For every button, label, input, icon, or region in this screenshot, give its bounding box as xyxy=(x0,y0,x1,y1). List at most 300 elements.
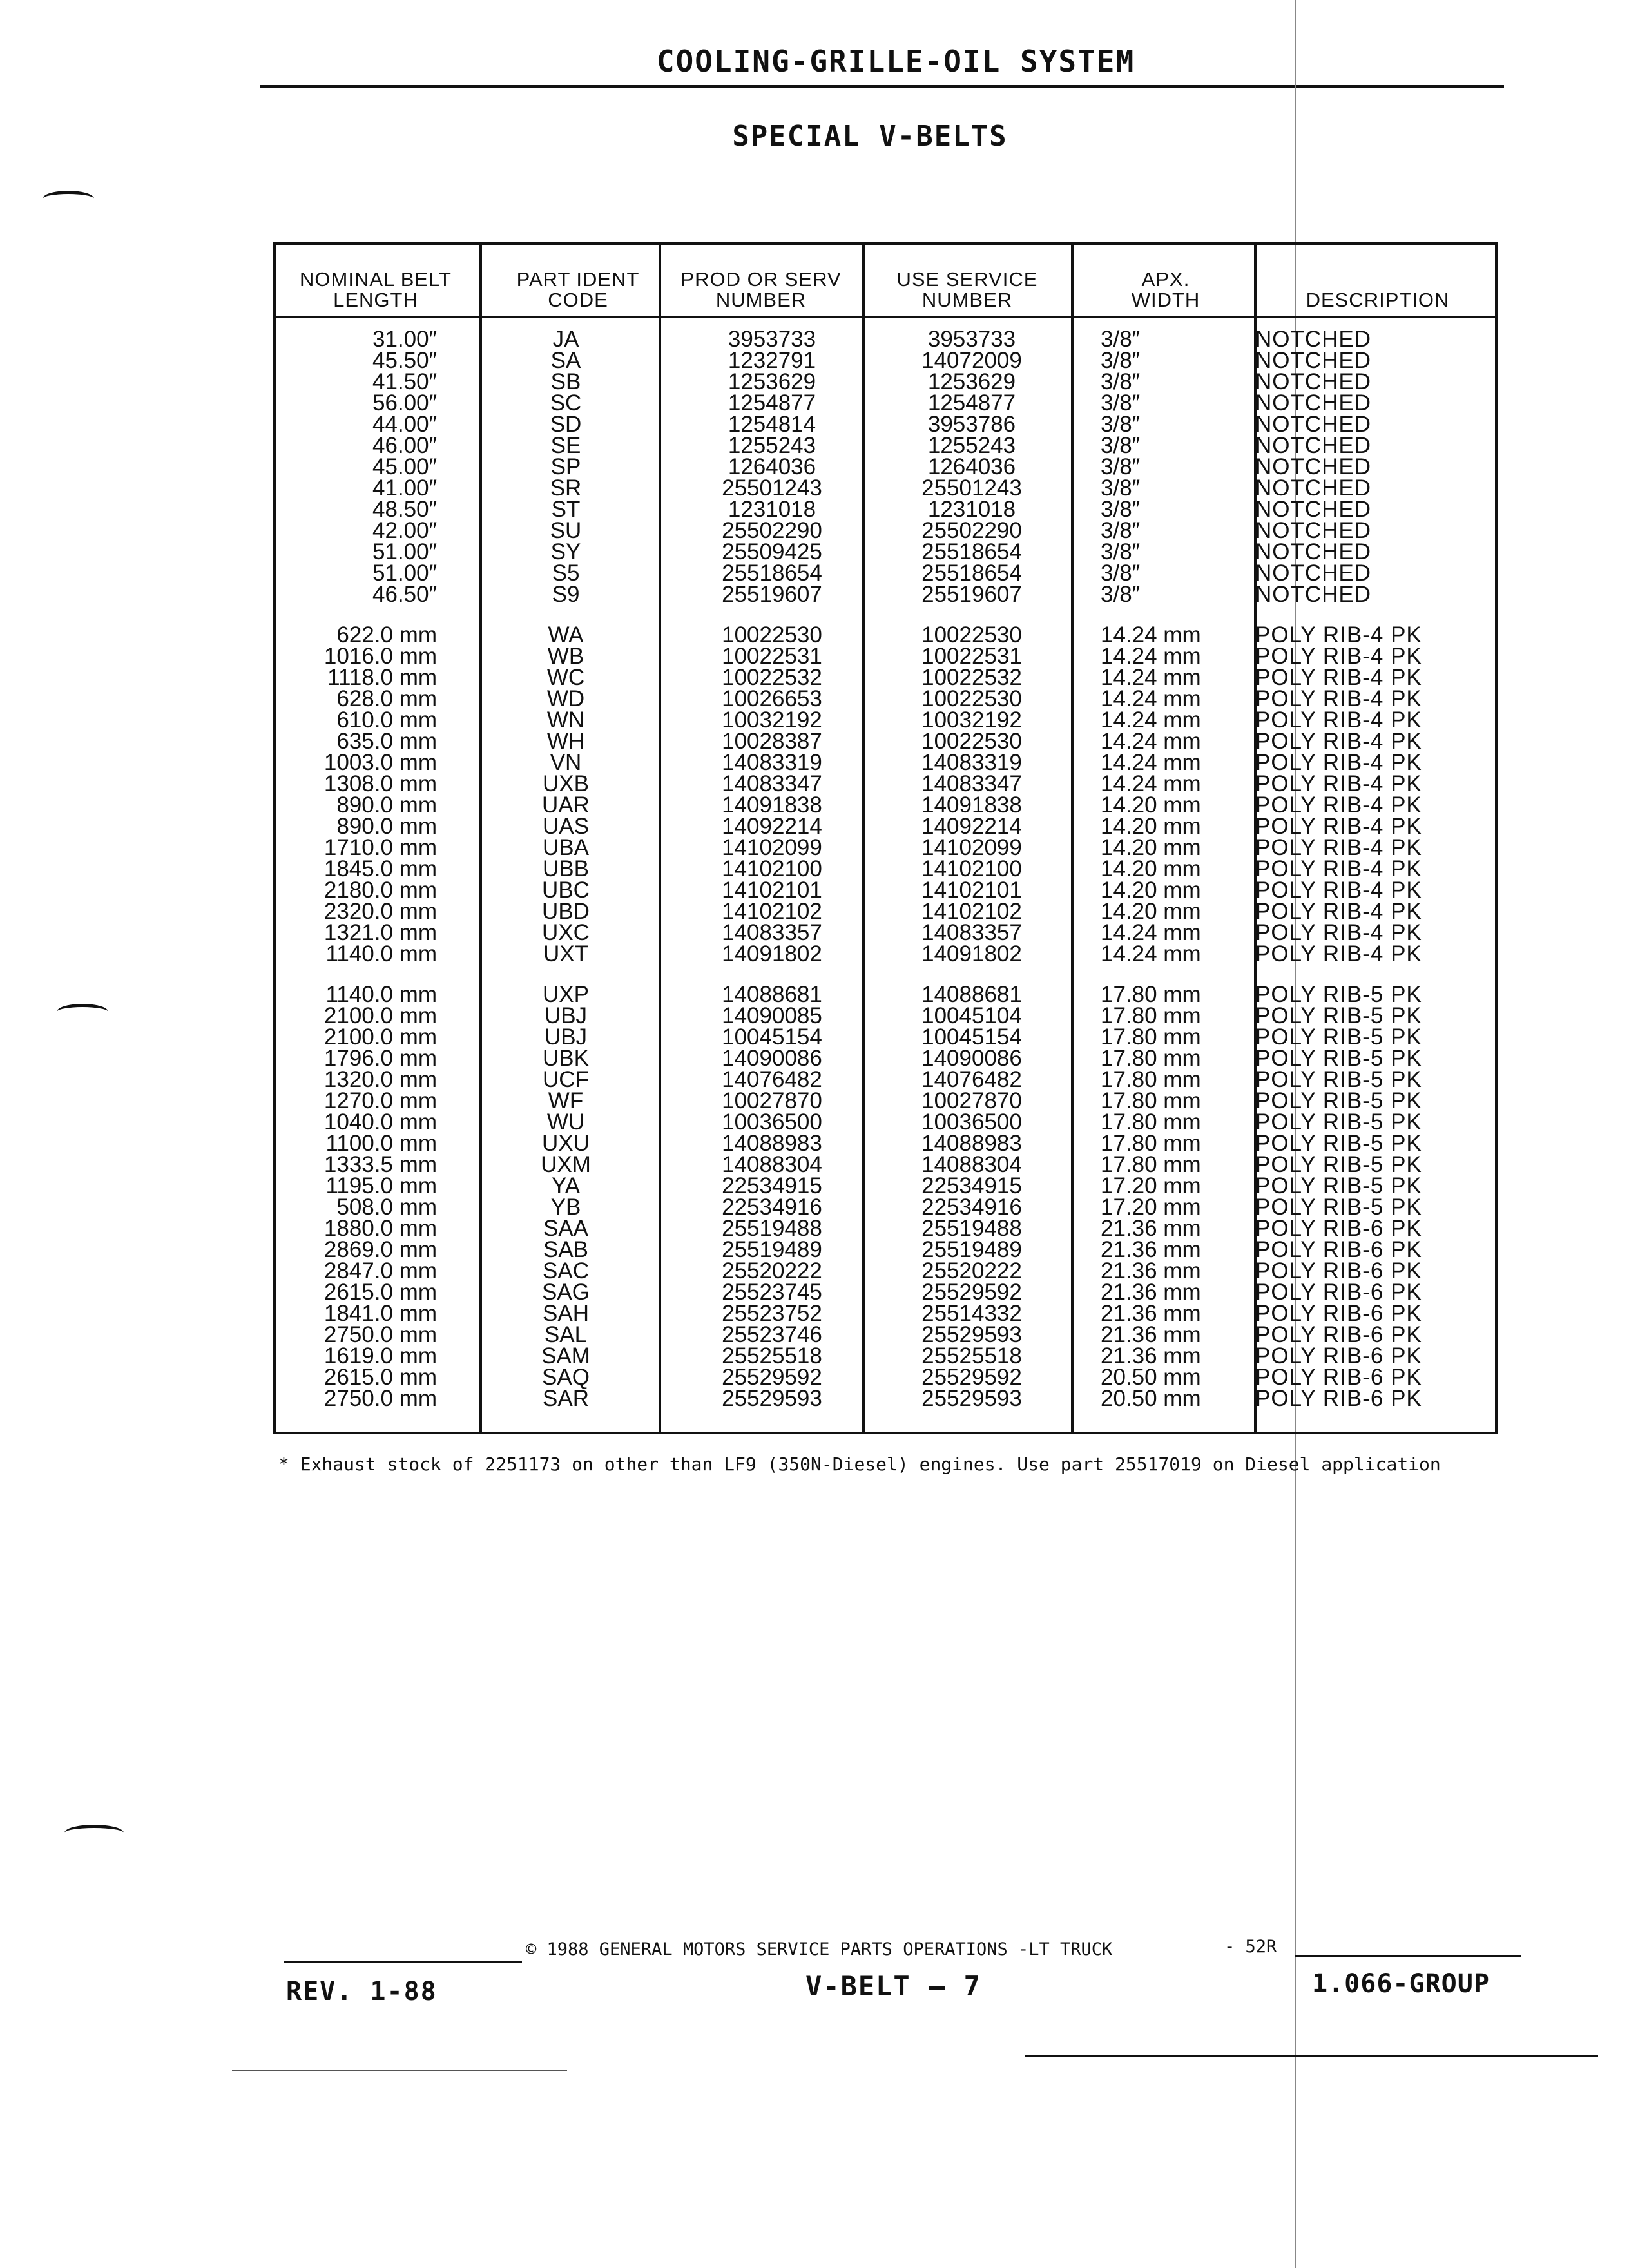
cell-prod-serv-number: 22534915 xyxy=(722,1173,822,1198)
bottom-rule-right xyxy=(1025,2055,1598,2057)
cell-part-ident-code: WA xyxy=(548,622,584,648)
cell-part-ident-code: SC xyxy=(550,390,582,416)
cell-description: POLY RIB-4 PK xyxy=(1255,920,1422,945)
cell-apx-width: 3/8″ xyxy=(1101,518,1141,543)
table-row xyxy=(276,837,1495,858)
table-row xyxy=(276,1048,1495,1069)
cell-description: POLY RIB-6 PK xyxy=(1255,1365,1422,1390)
cell-description: POLY RIB-4 PK xyxy=(1255,814,1422,839)
cell-description: POLY RIB-6 PK xyxy=(1255,1280,1422,1305)
table-row xyxy=(276,646,1495,667)
cell-prod-serv-number: 1254877 xyxy=(728,390,816,416)
group-label: 1.066-GROUP xyxy=(1312,1969,1490,1999)
cell-belt-length: 622.0 mm xyxy=(336,622,437,648)
cell-use-service-number: 25529593 xyxy=(921,1322,1022,1347)
cell-part-ident-code: WF xyxy=(548,1088,584,1113)
cell-apx-width: 14.20 mm xyxy=(1101,835,1201,860)
cell-use-service-number: 14090086 xyxy=(921,1046,1022,1071)
cell-belt-length: 1003.0 mm xyxy=(323,750,437,775)
table-row xyxy=(276,731,1495,752)
table-row xyxy=(276,1218,1495,1239)
cell-belt-length: 46.00″ xyxy=(372,433,437,458)
cell-belt-length: 46.50″ xyxy=(372,582,437,607)
footer-rule-right xyxy=(1295,1955,1521,1957)
footer-rule-left xyxy=(284,1961,522,1963)
cell-belt-length: 45.50″ xyxy=(372,348,437,373)
cell-part-ident-code: VN xyxy=(550,750,582,775)
cell-part-ident-code: SP xyxy=(550,454,581,479)
cell-part-ident-code: UBC xyxy=(542,878,590,903)
cell-part-ident-code: UXP xyxy=(543,982,589,1007)
cell-description: POLY RIB-5 PK xyxy=(1255,982,1422,1007)
cell-prod-serv-number: 10028387 xyxy=(722,729,822,754)
cell-use-service-number: 14091838 xyxy=(921,793,1022,818)
cell-use-service-number: 14083319 xyxy=(921,750,1022,775)
cell-description: POLY RIB-4 PK xyxy=(1255,878,1422,903)
table-row xyxy=(276,1324,1495,1345)
cell-apx-width: 3/8″ xyxy=(1101,412,1141,437)
page-subtitle: SPECIAL V-BELTS xyxy=(732,120,1008,153)
cell-belt-length: 44.00″ xyxy=(372,412,437,437)
cell-prod-serv-number: 25501243 xyxy=(722,476,822,501)
table-row xyxy=(276,1303,1495,1324)
cell-use-service-number: 25519489 xyxy=(921,1237,1022,1262)
cell-use-service-number: 10036500 xyxy=(921,1110,1022,1135)
cell-use-service-number: 25514332 xyxy=(921,1301,1022,1326)
table-row xyxy=(276,1090,1495,1111)
cell-description: POLY RIB-4 PK xyxy=(1255,835,1422,860)
cell-part-ident-code: SY xyxy=(550,539,581,564)
cell-apx-width: 14.20 mm xyxy=(1101,899,1201,924)
cell-belt-length: 1140.0 mm xyxy=(325,982,437,1007)
cell-apx-width: 3/8″ xyxy=(1101,369,1141,394)
table-row xyxy=(276,624,1495,646)
cell-prod-serv-number: 25523745 xyxy=(722,1280,822,1305)
cell-part-ident-code: SR xyxy=(550,476,582,501)
cell-belt-length: 1320.0 mm xyxy=(323,1067,437,1092)
cell-belt-length: 2615.0 mm xyxy=(323,1280,437,1305)
cell-use-service-number: 25501243 xyxy=(921,476,1022,501)
table-row xyxy=(276,1260,1495,1282)
cell-apx-width: 14.24 mm xyxy=(1101,665,1201,690)
cell-part-ident-code: YB xyxy=(550,1195,581,1220)
cell-apx-width: 3/8″ xyxy=(1101,327,1141,352)
cell-part-ident-code: S5 xyxy=(552,561,580,586)
cell-part-ident-code: SAR xyxy=(543,1386,589,1411)
cell-part-ident-code: YA xyxy=(551,1173,581,1198)
cell-belt-length: 2847.0 mm xyxy=(323,1258,437,1283)
cell-belt-length: 1270.0 mm xyxy=(323,1088,437,1113)
cell-belt-length: 2320.0 mm xyxy=(323,899,437,924)
cell-part-ident-code: JA xyxy=(552,327,579,352)
cell-use-service-number: 25529592 xyxy=(921,1365,1022,1390)
cell-use-service-number: 25519607 xyxy=(921,582,1022,607)
cell-use-service-number: 14091802 xyxy=(921,941,1022,966)
cell-prod-serv-number: 14083319 xyxy=(722,750,822,775)
cell-description: NOTCHED xyxy=(1255,539,1372,564)
table-row xyxy=(276,541,1495,562)
cell-part-ident-code: UXU xyxy=(542,1131,590,1156)
cell-use-service-number: 25518654 xyxy=(921,539,1022,564)
cell-prod-serv-number: 10032192 xyxy=(722,707,822,733)
cell-belt-length: 51.00″ xyxy=(372,561,437,586)
table-row xyxy=(276,1388,1495,1409)
cell-use-service-number: 3953786 xyxy=(927,412,1016,437)
cell-prod-serv-number: 25529592 xyxy=(722,1365,822,1390)
cell-belt-length: 890.0 mm xyxy=(336,814,437,839)
cell-prod-serv-number: 25518654 xyxy=(722,561,822,586)
cell-part-ident-code: UBA xyxy=(543,835,589,860)
cell-part-ident-code: WD xyxy=(546,686,585,711)
cell-use-service-number: 1255243 xyxy=(927,433,1016,458)
cell-part-ident-code: SA xyxy=(550,348,581,373)
table-row xyxy=(276,456,1495,477)
col-header-prod: PROD OR SERV NUMBER xyxy=(680,268,842,311)
cell-description: POLY RIB-5 PK xyxy=(1255,1173,1422,1198)
cell-prod-serv-number: 14088983 xyxy=(722,1131,822,1156)
table-row xyxy=(276,1111,1495,1133)
cell-part-ident-code: UBD xyxy=(542,899,590,924)
cell-prod-serv-number: 14102101 xyxy=(722,878,822,903)
cell-prod-serv-number: 1253629 xyxy=(728,369,816,394)
cell-apx-width: 14.20 mm xyxy=(1101,814,1201,839)
cell-part-ident-code: ST xyxy=(551,497,581,522)
cell-use-service-number: 1231018 xyxy=(927,497,1016,522)
cell-description: POLY RIB-6 PK xyxy=(1255,1322,1422,1347)
cell-prod-serv-number: 3953733 xyxy=(728,327,816,352)
table-row xyxy=(276,584,1495,605)
cell-prod-serv-number: 25523752 xyxy=(722,1301,822,1326)
cell-part-ident-code: UAS xyxy=(543,814,589,839)
cell-description: NOTCHED xyxy=(1255,476,1372,501)
cell-prod-serv-number: 1232791 xyxy=(728,348,816,373)
table-row xyxy=(276,329,1495,350)
cell-description: POLY RIB-4 PK xyxy=(1255,856,1422,881)
table-row xyxy=(276,901,1495,922)
cell-apx-width: 14.20 mm xyxy=(1101,793,1201,818)
cell-part-ident-code: UCF xyxy=(543,1067,589,1092)
cell-use-service-number: 14088304 xyxy=(921,1152,1022,1177)
cell-belt-length: 1333.5 mm xyxy=(323,1152,437,1177)
cell-use-service-number: 10027870 xyxy=(921,1088,1022,1113)
cell-prod-serv-number: 25509425 xyxy=(722,539,822,564)
table-row xyxy=(276,1196,1495,1218)
cell-description: NOTCHED xyxy=(1255,369,1372,394)
cell-prod-serv-number: 1255243 xyxy=(728,433,816,458)
table-row xyxy=(276,688,1495,709)
cell-belt-length: 1841.0 mm xyxy=(323,1301,437,1326)
cell-belt-length: 45.00″ xyxy=(372,454,437,479)
cell-apx-width: 3/8″ xyxy=(1101,582,1141,607)
cell-use-service-number: 25525518 xyxy=(921,1343,1022,1369)
table-row xyxy=(276,1005,1495,1026)
cell-apx-width: 14.24 mm xyxy=(1101,622,1201,648)
cell-prod-serv-number: 22534916 xyxy=(722,1195,822,1220)
cell-description: POLY RIB-6 PK xyxy=(1255,1386,1422,1411)
cell-use-service-number: 14102100 xyxy=(921,856,1022,881)
punch-mark-top xyxy=(43,191,94,207)
cell-part-ident-code: UBB xyxy=(543,856,589,881)
cell-belt-length: 56.00″ xyxy=(372,390,437,416)
cell-part-ident-code: SB xyxy=(550,369,581,394)
cell-belt-length: 51.00″ xyxy=(372,539,437,564)
cell-use-service-number: 10045104 xyxy=(921,1003,1022,1028)
cell-description: POLY RIB-6 PK xyxy=(1255,1301,1422,1326)
cell-prod-serv-number: 14083357 xyxy=(722,920,822,945)
cell-part-ident-code: SAL xyxy=(544,1322,588,1347)
cell-prod-serv-number: 10036500 xyxy=(722,1110,822,1135)
footnote: * Exhaust stock of 2251173 on other than LF9 (350N-Diesel) engines. Use part 25517019 on Diesel application xyxy=(278,1454,1441,1475)
cell-description: NOTCHED xyxy=(1255,497,1372,522)
cell-apx-width: 14.24 mm xyxy=(1101,771,1201,796)
cell-apx-width: 21.36 mm xyxy=(1101,1237,1201,1262)
cell-use-service-number: 25518654 xyxy=(921,561,1022,586)
cell-description: NOTCHED xyxy=(1255,433,1372,458)
cell-use-service-number: 14092214 xyxy=(921,814,1022,839)
cell-part-ident-code: SAQ xyxy=(542,1365,590,1390)
cell-use-service-number: 14102102 xyxy=(921,899,1022,924)
cell-belt-length: 2869.0 mm xyxy=(323,1237,437,1262)
page-reference: - 52R xyxy=(1224,1937,1277,1957)
cell-belt-length: 2100.0 mm xyxy=(323,1003,437,1028)
cell-apx-width: 17.80 mm xyxy=(1101,982,1201,1007)
cell-belt-length: 2100.0 mm xyxy=(323,1024,437,1050)
cell-prod-serv-number: 25519489 xyxy=(722,1237,822,1262)
cell-apx-width: 17.80 mm xyxy=(1101,1067,1201,1092)
table-row xyxy=(276,709,1495,731)
cell-use-service-number: 25519488 xyxy=(921,1216,1022,1241)
cell-use-service-number: 25529593 xyxy=(921,1386,1022,1411)
cell-use-service-number: 25520222 xyxy=(921,1258,1022,1283)
cell-part-ident-code: WN xyxy=(546,707,585,733)
table-row xyxy=(276,773,1495,794)
cell-description: POLY RIB-5 PK xyxy=(1255,1195,1422,1220)
cell-belt-length: 508.0 mm xyxy=(336,1195,437,1220)
cell-part-ident-code: WC xyxy=(546,665,585,690)
cell-use-service-number: 3953733 xyxy=(927,327,1016,352)
cell-description: POLY RIB-6 PK xyxy=(1255,1237,1422,1262)
table-row xyxy=(276,1175,1495,1196)
table-row xyxy=(276,371,1495,392)
cell-part-ident-code: SAH xyxy=(543,1301,589,1326)
cell-prod-serv-number: 10026653 xyxy=(722,686,822,711)
cell-belt-length: 1118.0 mm xyxy=(327,665,437,690)
cell-prod-serv-number: 1254814 xyxy=(728,412,816,437)
table-row xyxy=(276,984,1495,1005)
cell-belt-length: 1710.0 mm xyxy=(323,835,437,860)
cell-description: NOTCHED xyxy=(1255,412,1372,437)
table-row xyxy=(276,1367,1495,1388)
title-rule xyxy=(260,85,1504,88)
cell-description: POLY RIB-5 PK xyxy=(1255,1024,1422,1050)
cell-part-ident-code: UXC xyxy=(542,920,590,945)
cell-use-service-number: 25502290 xyxy=(921,518,1022,543)
cell-apx-width: 21.36 mm xyxy=(1101,1258,1201,1283)
table-row xyxy=(276,435,1495,456)
cell-part-ident-code: SE xyxy=(550,433,581,458)
cell-description: POLY RIB-6 PK xyxy=(1255,1216,1422,1241)
cell-prod-serv-number: 25525518 xyxy=(722,1343,822,1369)
cell-part-ident-code: WB xyxy=(547,644,584,669)
cell-description: NOTCHED xyxy=(1255,454,1372,479)
cell-prod-serv-number: 10022531 xyxy=(722,644,822,669)
cell-belt-length: 1845.0 mm xyxy=(323,856,437,881)
cell-belt-length: 1100.0 mm xyxy=(325,1131,437,1156)
cell-description: POLY RIB-4 PK xyxy=(1255,793,1422,818)
table-row xyxy=(276,520,1495,541)
table-row xyxy=(276,1133,1495,1154)
cell-use-service-number: 10045154 xyxy=(921,1024,1022,1050)
table-row xyxy=(276,667,1495,688)
col-header-description: DESCRIPTION xyxy=(1306,289,1450,311)
cell-part-ident-code: WU xyxy=(546,1110,585,1135)
cell-belt-length: 1619.0 mm xyxy=(323,1343,437,1369)
cell-description: POLY RIB-5 PK xyxy=(1255,1088,1422,1113)
table-row xyxy=(276,1069,1495,1090)
cell-apx-width: 14.24 mm xyxy=(1101,707,1201,733)
cell-apx-width: 17.80 mm xyxy=(1101,1131,1201,1156)
cell-belt-length: 610.0 mm xyxy=(336,707,437,733)
cell-prod-serv-number: 14090086 xyxy=(722,1046,822,1071)
cell-description: NOTCHED xyxy=(1255,390,1372,416)
table-row xyxy=(276,562,1495,584)
cell-apx-width: 17.80 mm xyxy=(1101,1046,1201,1071)
cell-prod-serv-number: 25529593 xyxy=(722,1386,822,1411)
cell-prod-serv-number: 14090085 xyxy=(722,1003,822,1028)
cell-apx-width: 17.80 mm xyxy=(1101,1152,1201,1177)
cell-apx-width: 21.36 mm xyxy=(1101,1343,1201,1369)
cell-prod-serv-number: 10022532 xyxy=(722,665,822,690)
cell-belt-length: 890.0 mm xyxy=(336,793,437,818)
cell-use-service-number: 22534915 xyxy=(921,1173,1022,1198)
cell-apx-width: 3/8″ xyxy=(1101,390,1141,416)
cell-apx-width: 21.36 mm xyxy=(1101,1322,1201,1347)
table-row xyxy=(276,943,1495,965)
cell-description: POLY RIB-5 PK xyxy=(1255,1003,1422,1028)
cell-use-service-number: 1264036 xyxy=(927,454,1016,479)
cell-use-service-number: 1253629 xyxy=(927,369,1016,394)
cell-belt-length: 48.50″ xyxy=(372,497,437,522)
cell-use-service-number: 10022530 xyxy=(921,729,1022,754)
cell-use-service-number: 14102099 xyxy=(921,835,1022,860)
col-header-width: APX. WIDTH xyxy=(1131,268,1200,311)
cell-prod-serv-number: 10022530 xyxy=(722,622,822,648)
cell-description: NOTCHED xyxy=(1255,561,1372,586)
cell-apx-width: 3/8″ xyxy=(1101,433,1141,458)
table-row xyxy=(276,858,1495,879)
cell-part-ident-code: UBK xyxy=(543,1046,589,1071)
cell-prod-serv-number: 25519607 xyxy=(722,582,822,607)
cell-description: POLY RIB-4 PK xyxy=(1255,771,1422,796)
col-header-code: PART IDENT CODE xyxy=(516,268,640,311)
cell-prod-serv-number: 14092214 xyxy=(722,814,822,839)
cell-apx-width: 21.36 mm xyxy=(1101,1301,1201,1326)
cell-part-ident-code: SD xyxy=(550,412,582,437)
cell-part-ident-code: UXT xyxy=(543,941,588,966)
cell-apx-width: 17.20 mm xyxy=(1101,1195,1201,1220)
cell-belt-length: 2750.0 mm xyxy=(323,1386,437,1411)
cell-apx-width: 17.80 mm xyxy=(1101,1110,1201,1135)
cell-description: POLY RIB-5 PK xyxy=(1255,1131,1422,1156)
cell-prod-serv-number: 14083347 xyxy=(722,771,822,796)
bottom-rule-left xyxy=(232,2070,567,2071)
cell-use-service-number: 14088983 xyxy=(921,1131,1022,1156)
cell-prod-serv-number: 14091838 xyxy=(722,793,822,818)
cell-description: POLY RIB-4 PK xyxy=(1255,899,1422,924)
section-label: V-BELT — 7 xyxy=(805,1970,981,2002)
cell-part-ident-code: SAA xyxy=(543,1216,589,1241)
cell-part-ident-code: UBJ xyxy=(544,1024,588,1050)
cell-belt-length: 1880.0 mm xyxy=(323,1216,437,1241)
cell-part-ident-code: S9 xyxy=(552,582,580,607)
cell-belt-length: 635.0 mm xyxy=(336,729,437,754)
cell-use-service-number: 10022530 xyxy=(921,622,1022,648)
cell-description: NOTCHED xyxy=(1255,582,1372,607)
cell-apx-width: 14.20 mm xyxy=(1101,856,1201,881)
copyright-notice: © 1988 GENERAL MOTORS SERVICE PARTS OPERATIONS -LT TRUCK xyxy=(526,1939,1113,1959)
cell-part-ident-code: SAM xyxy=(541,1343,590,1369)
cell-use-service-number: 14083347 xyxy=(921,771,1022,796)
cell-description: POLY RIB-5 PK xyxy=(1255,1067,1422,1092)
cell-prod-serv-number: 25523746 xyxy=(722,1322,822,1347)
cell-use-service-number: 1254877 xyxy=(927,390,1016,416)
table-row xyxy=(276,1345,1495,1367)
cell-use-service-number: 25529592 xyxy=(921,1280,1022,1305)
cell-apx-width: 20.50 mm xyxy=(1101,1386,1201,1411)
cell-description: POLY RIB-4 PK xyxy=(1255,622,1422,648)
cell-prod-serv-number: 14102100 xyxy=(722,856,822,881)
cell-part-ident-code: WH xyxy=(546,729,585,754)
cell-belt-length: 1040.0 mm xyxy=(323,1110,437,1135)
table-row xyxy=(276,879,1495,901)
cell-belt-length: 2615.0 mm xyxy=(323,1365,437,1390)
cell-apx-width: 17.20 mm xyxy=(1101,1173,1201,1198)
cell-apx-width: 3/8″ xyxy=(1101,476,1141,501)
cell-apx-width: 14.24 mm xyxy=(1101,941,1201,966)
cell-apx-width: 17.80 mm xyxy=(1101,1024,1201,1050)
table-row xyxy=(276,922,1495,943)
table-row xyxy=(276,499,1495,520)
cell-apx-width: 3/8″ xyxy=(1101,454,1141,479)
cell-use-service-number: 10032192 xyxy=(921,707,1022,733)
cell-belt-length: 2180.0 mm xyxy=(323,878,437,903)
cell-description: POLY RIB-5 PK xyxy=(1255,1046,1422,1071)
cell-description: POLY RIB-4 PK xyxy=(1255,729,1422,754)
cell-part-ident-code: SAB xyxy=(543,1237,589,1262)
page-title: COOLING-GRILLE-OIL SYSTEM xyxy=(656,44,1135,79)
cell-part-ident-code: SAC xyxy=(543,1258,589,1283)
cell-prod-serv-number: 14076482 xyxy=(722,1067,822,1092)
cell-use-service-number: 22534916 xyxy=(921,1195,1022,1220)
cell-prod-serv-number: 14091802 xyxy=(722,941,822,966)
cell-use-service-number: 10022530 xyxy=(921,686,1022,711)
cell-prod-serv-number: 25519488 xyxy=(722,1216,822,1241)
cell-belt-length: 628.0 mm xyxy=(336,686,437,711)
table-row xyxy=(276,392,1495,414)
cell-description: NOTCHED xyxy=(1255,348,1372,373)
revision-label: REV. 1-88 xyxy=(286,1977,438,2006)
cell-part-ident-code: UBJ xyxy=(544,1003,588,1028)
cell-prod-serv-number: 10045154 xyxy=(722,1024,822,1050)
v-belt-table xyxy=(273,242,1498,1434)
table-row xyxy=(276,816,1495,837)
cell-belt-length: 1140.0 mm xyxy=(325,941,437,966)
cell-description: POLY RIB-6 PK xyxy=(1255,1343,1422,1369)
cell-description: NOTCHED xyxy=(1255,518,1372,543)
table-row xyxy=(276,1239,1495,1260)
cell-apx-width: 3/8″ xyxy=(1101,561,1141,586)
cell-prod-serv-number: 1231018 xyxy=(728,497,816,522)
